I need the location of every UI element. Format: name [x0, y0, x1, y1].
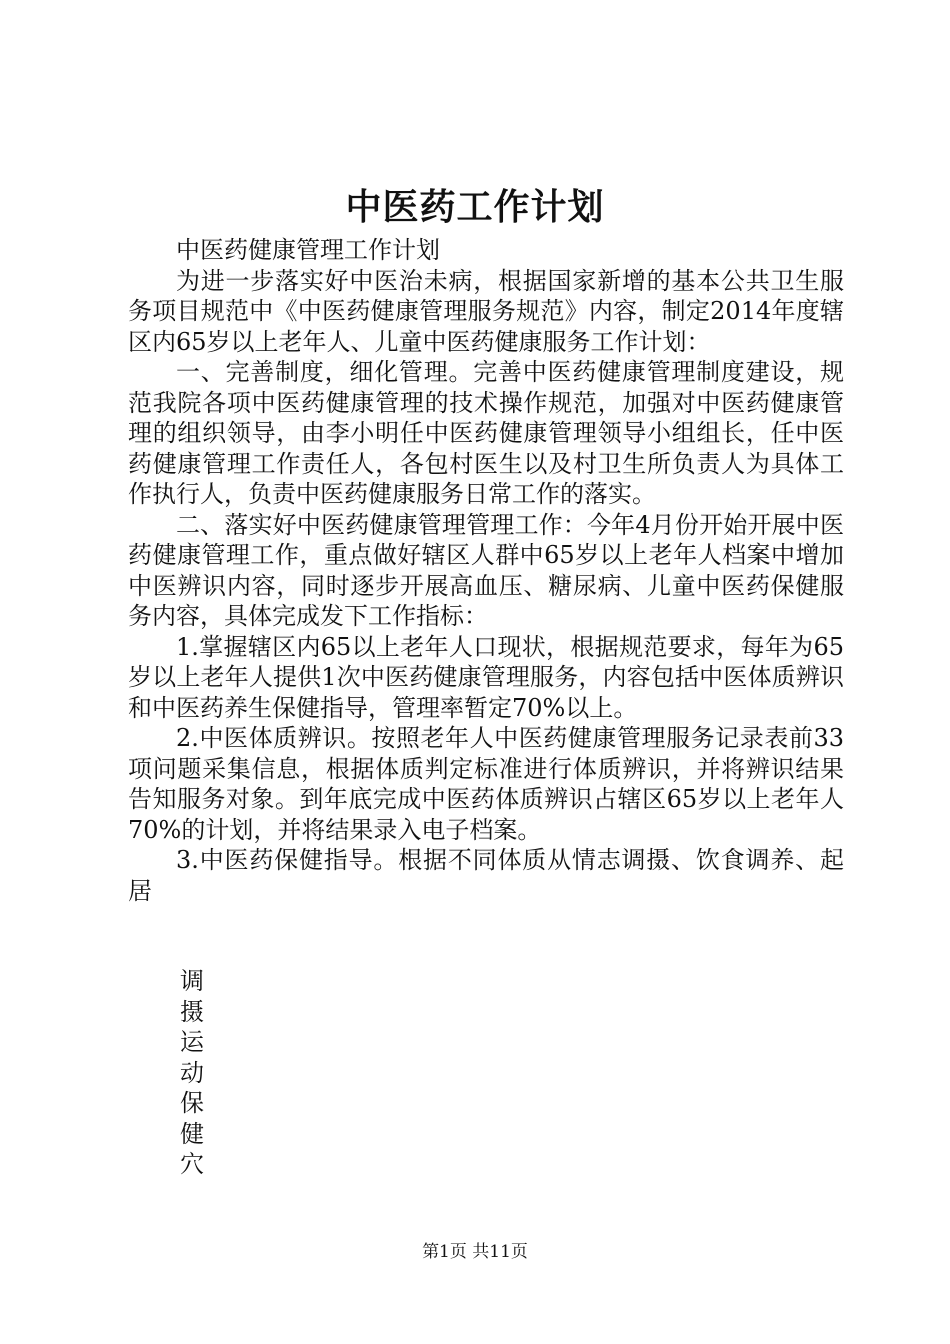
- paragraph-item-3: 3.中医药保健指导。根据不同体质从情志调摄、饮食调养、起居: [128, 846, 844, 905]
- page-footer: 第1页 共11页: [422, 1242, 528, 1262]
- vertical-char: 保: [180, 1089, 204, 1117]
- vertical-char: 动: [180, 1058, 204, 1087]
- paragraph-subtitle: 中医药健康管理工作计划: [176, 236, 440, 264]
- paragraph-section-1: 一、完善制度，细化管理。完善中医药健康管理制度建设，规范我院各项中医药健康管理的技术操作规范，加强对中医药健康管理的组织领导，由李小明任中医药健康管理领导小组组长，任中医药健康管理工作责任人，各包村医生以及村卫生所负责人为具体工作执行人，负责中医药健康服务日常工作的落实。: [128, 358, 844, 508]
- vertical-char: 调: [180, 967, 204, 995]
- paragraph-intro: 为进一步落实好中医治未病，根据国家新增的基本公共卫生服务项目规范中《中医药健康管理服务规范》内容，制定2014年度辖区内65岁以上老年人、儿童中医药健康服务工作计划：: [128, 266, 844, 356]
- vertical-char: 健: [180, 1119, 204, 1148]
- vertical-char: 摄: [180, 997, 204, 1026]
- document-title: 中医药工作计划: [345, 186, 605, 228]
- document-body: [128, 235, 844, 906]
- paragraph-item-1: 1.掌握辖区内65以上老年人口现状，根据规范要求，每年为65岁以上老年人提供1次中医药健康管理服务，内容包括中医体质辨识和中医药养生保健指导，管理率暂定70%以上。: [128, 632, 844, 722]
- vertical-char: 穴: [180, 1150, 204, 1178]
- vertical-char: 运: [180, 1028, 204, 1056]
- paragraph-item-2: 2.中医体质辨识。按照老年人中医药健康管理服务记录表前33项问题采集信息，根据体质判定标准进行体质辨识，并将辨识结果告知服务对象。到年底完成中医药体质辨识占辖区65岁以上老年人70%的计划，并将结果录入电子档案。: [128, 724, 844, 844]
- vertical-text-column: [180, 966, 210, 1180]
- paragraph-section-2: 二、落实好中医药健康管理管理工作：今年4月份开始开展中医药健康管理工作，重点做好辖区人群中65岁以上老年人档案中增加中医辨识内容，同时逐步开展高血压、糖尿病、儿童中医药保健服务内容，具体完成发下工作指标：: [128, 510, 844, 630]
